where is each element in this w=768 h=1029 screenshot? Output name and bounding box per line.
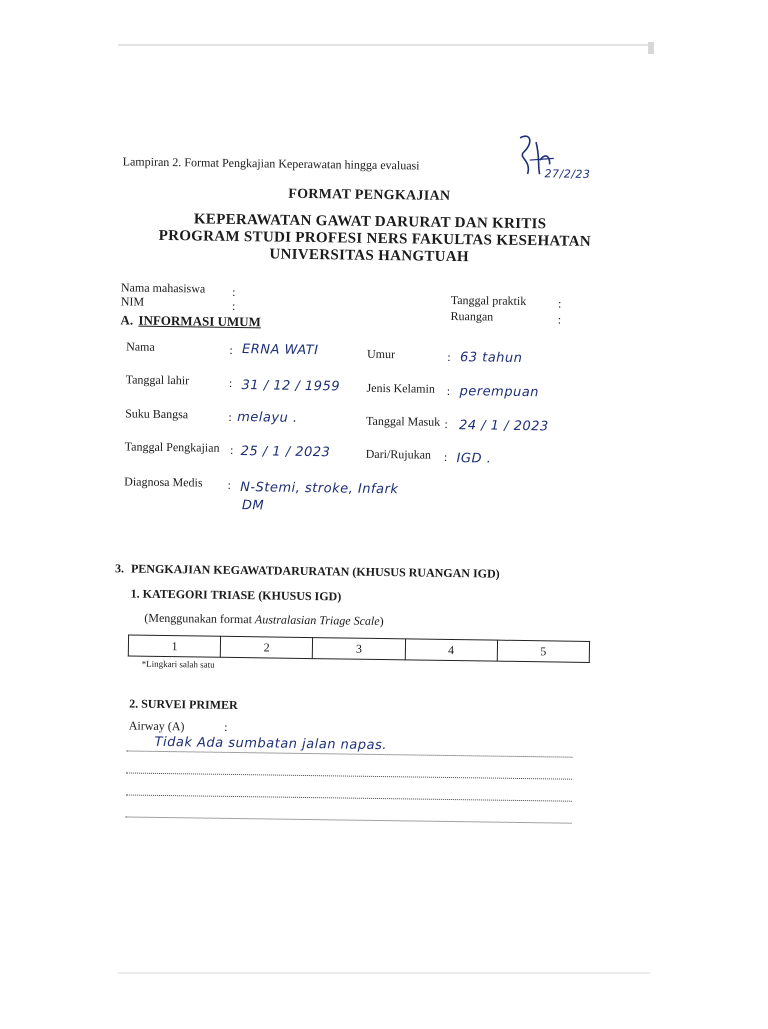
- field-tanggal-lahir-label: Tanggal lahir: [125, 372, 190, 388]
- triase-footnote: *Lingkari salah satu: [141, 658, 215, 670]
- triase-row: [128, 635, 589, 662]
- triase-level-3[interactable]: 3: [313, 638, 405, 660]
- section-b-title: PENGKAJIAN KEGAWATDARURATAN (KHUSUS RUANGAN IGD): [130, 561, 500, 581]
- field-diagnosa-medis-value-line1: N-Stemi, stroke, Infark: [240, 480, 399, 498]
- field-tanggal-pengkajian-colon: :: [229, 442, 234, 457]
- field-nama-value: ERNA WATI: [241, 342, 319, 359]
- airway-dotted-line-2: [126, 772, 572, 779]
- field-nama-label: Nama: [126, 339, 155, 354]
- field-tanggal-masuk-colon: :: [444, 416, 448, 431]
- airway-colon: :: [224, 719, 228, 734]
- triase-level-2[interactable]: 2: [220, 636, 312, 658]
- triase-note-suffix: ): [379, 614, 384, 629]
- field-umur-label: Umur: [366, 346, 396, 362]
- field-tanggal-pengkajian-value: 25 / 1 / 2023: [240, 444, 331, 461]
- field-dari-rujukan-value: IGD .: [456, 451, 492, 467]
- triase-heading: 1. KATEGORI TRIASE (KHUSUS IGD): [130, 586, 342, 604]
- field-dari-rujukan-colon: :: [443, 449, 448, 464]
- airway-dotted-line-4: [126, 816, 572, 823]
- field-tanggal-lahir-value: 31 / 12 / 1959: [241, 378, 341, 395]
- field-nama-colon: :: [229, 342, 233, 357]
- student-name-colon: :: [232, 284, 236, 299]
- triase-note-prefix: (Menggunakan format: [144, 610, 256, 627]
- field-umur-value: 63 tahun: [459, 350, 523, 366]
- airway-value: Tidak Ada sumbatan jalan napas.: [154, 734, 388, 754]
- room-colon: :: [557, 312, 562, 327]
- subtitle-line-3: UNIVERSITAS HANGTUAH: [269, 246, 470, 266]
- field-diagnosa-medis-label: Diagnosa Medis: [124, 474, 203, 490]
- room-label: Ruangan: [450, 308, 494, 324]
- field-jenis-kelamin-value: perempuan: [459, 384, 540, 401]
- section-a-title: INFORMASI UMUM: [138, 312, 261, 330]
- practice-date-colon: :: [557, 296, 562, 311]
- field-tanggal-masuk-value: 24 / 1 / 2023: [458, 418, 549, 435]
- nim-label: NIM: [120, 294, 145, 309]
- section-b-number: 3.: [114, 561, 125, 576]
- airway-dotted-line-3: [126, 794, 572, 801]
- student-name-label: Nama mahasiswa: [120, 280, 206, 296]
- survei-primer-heading: 2. SURVEI PRIMER: [129, 696, 238, 713]
- triase-note: [144, 611, 383, 629]
- handwritten-signature: [509, 130, 605, 191]
- document-title: FORMAT PENGKAJIAN: [288, 186, 451, 204]
- field-suku-bangsa-value: melayu .: [237, 409, 298, 426]
- field-tanggal-lahir-colon: :: [228, 375, 233, 390]
- signature-date: 27/2/23: [544, 167, 591, 181]
- section-a-letter: A.: [120, 312, 134, 328]
- field-jenis-kelamin-colon: :: [446, 383, 451, 398]
- field-jenis-kelamin-label: Jenis Kelamin: [366, 380, 435, 396]
- practice-date-label: Tanggal praktik: [450, 292, 527, 309]
- field-suku-bangsa-colon: :: [228, 409, 232, 424]
- triase-level-4[interactable]: 4: [405, 639, 497, 661]
- field-dari-rujukan-label: Dari/Rujukan: [365, 446, 432, 462]
- airway-label: Airway (A): [128, 718, 185, 734]
- subtitle-line-2: PROGRAM STUDI PROFESI NERS FAKULTAS KESEHATAN: [158, 227, 592, 250]
- triase-note-italic: Australasian Triage Scale: [254, 612, 380, 629]
- triase-level-5[interactable]: 5: [497, 640, 590, 662]
- appendix-caption: Lampiran 2. Format Pengkajian Keperawatan hingga evaluasi: [122, 154, 420, 173]
- field-umur-colon: :: [447, 349, 451, 364]
- field-suku-bangsa-label: Suku Bangsa: [125, 406, 189, 422]
- subtitle-line-1: KEPERAWATAN GAWAT DARURAT DAN KRITIS: [193, 211, 547, 233]
- field-tanggal-masuk-label: Tanggal Masuk: [366, 413, 441, 429]
- triase-level-1[interactable]: 1: [128, 635, 220, 657]
- nim-colon: :: [231, 298, 236, 313]
- field-diagnosa-medis-colon: :: [227, 477, 231, 492]
- field-tanggal-pengkajian-label: Tanggal Pengkajian: [124, 439, 220, 455]
- field-diagnosa-medis-value-line2: DM: [241, 498, 265, 514]
